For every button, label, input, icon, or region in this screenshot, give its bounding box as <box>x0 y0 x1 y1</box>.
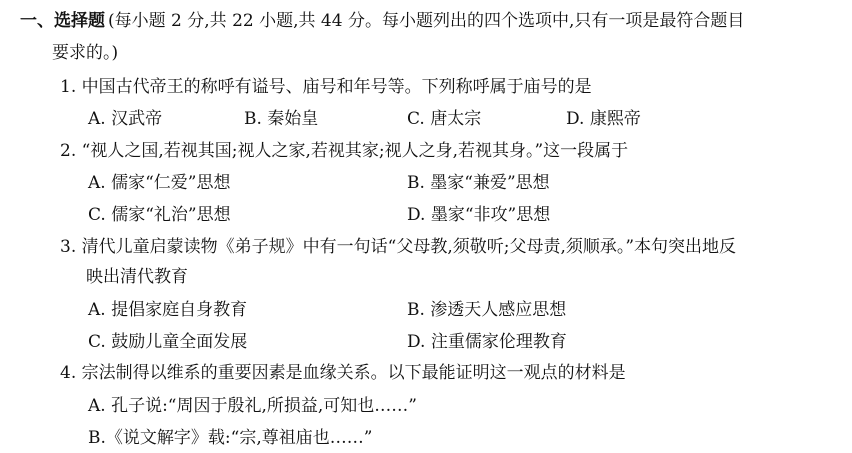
option-b: B. 渗透天人感应思想 <box>407 300 567 320</box>
option-a: A. 汉武帝 <box>88 109 163 129</box>
option-d: D. 康熙帝 <box>566 109 641 129</box>
option-c: C. 唐太宗 <box>407 109 482 129</box>
option-a: A. 儒家“仁爱”思想 <box>88 173 231 193</box>
option-c: C. 儒家“礼治”思想 <box>88 205 231 225</box>
option-b: B. 墨家“兼爱”思想 <box>407 173 550 193</box>
option-a: A. 孔子说:“周因于殷礼,所损益,可知也……” <box>88 396 418 416</box>
option-c: C. 鼓励儿童全面发展 <box>88 332 248 352</box>
option-d: D. 注重儒家伦理教育 <box>407 332 567 352</box>
option-b: B.《说文解字》载:“宗,尊祖庙也……” <box>88 428 373 448</box>
question-stem: 2. “视人之国,若视其国;视人之家,若视其家;视人之身,若视其身。”这一段属于 <box>60 141 629 161</box>
question-stem-line1: 3. 清代儿童启蒙读物《弟子规》中有一句话“父母教,须敬听;父母责,须顺承。”本句突出地反 <box>60 237 737 257</box>
question-stem: 4. 宗法制得以维系的重要因素是血缘关系。以下最能证明这一观点的材料是 <box>60 363 626 383</box>
option-b: B. 秦始皇 <box>244 109 319 129</box>
section-instruction-line1: (每小题 2 分,共 22 小题,共 44 分。每小题列出的四个选项中,只有一项是最符合题目 <box>108 11 745 31</box>
section-instruction-line2: 要求的。) <box>52 43 119 63</box>
option-a: A. 提倡家庭自身教育 <box>88 300 248 320</box>
section-heading: 一、选择题 <box>20 11 105 31</box>
question-stem-line2: 映出清代教育 <box>86 267 188 287</box>
option-d: D. 墨家“非攻”思想 <box>407 205 551 225</box>
question-stem: 1. 中国古代帝王的称呼有谥号、庙号和年号等。下列称呼属于庙号的是 <box>60 77 592 97</box>
